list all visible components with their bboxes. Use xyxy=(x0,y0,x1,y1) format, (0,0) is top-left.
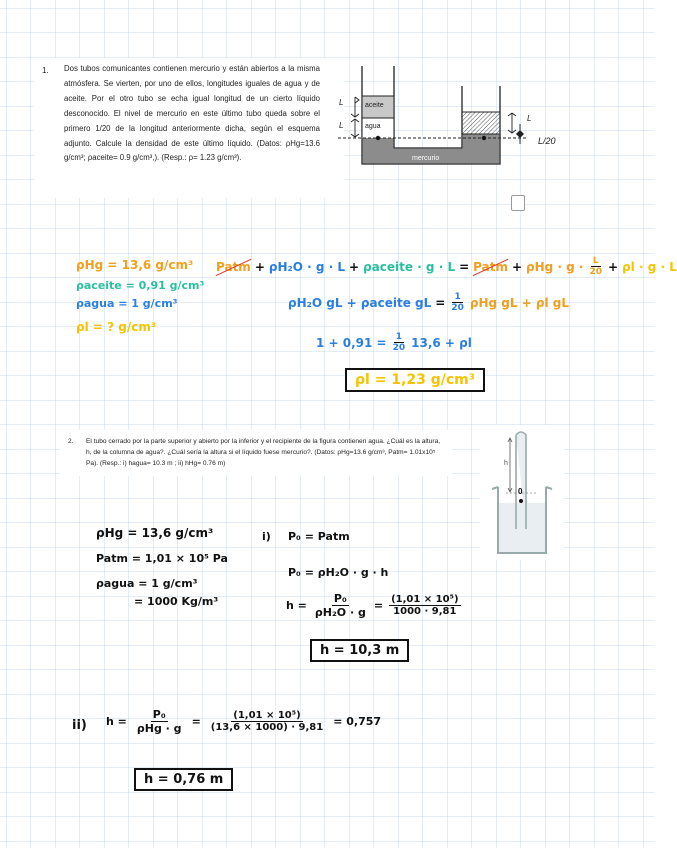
sol2-part-i-label: i) xyxy=(262,530,271,543)
sol2-part-ii-label: ii) xyxy=(72,718,87,733)
sol2-data-hg: ρHg = 13,6 g/cm³ xyxy=(96,526,214,540)
sol2-part-ii-eq: h = $\frac{\text{P₀}}{\text{ρHg · g}}$ = $\frac{\text{(1,01 × 10⁵)}}{(13,6 \times 1000) \cdot 9,81}$ = 0,757 xyxy=(106,708,382,735)
sol1-eq3-left: 1 + 0,91 = xyxy=(316,335,387,350)
problem2-text: El tubo cerrado por la parte superior y abierto por la inferior y el recipiente de la figura contienen agua. ¿Cuál es la altura, h, de la columna de agua?. ¿Cuál sería la altura si el líquido fuese mercurio?. (Datos: ρHg=13.6 g/cm³, Patm= 1.01x10⁵ Pa). (Resp.: i) hagua= 10.3 m ; ii) hHg= 0.76 m) xyxy=(86,438,441,467)
sol1-eq2-frac-den: 20 xyxy=(451,303,464,313)
sol2-part-i-h: h = xyxy=(286,599,307,612)
sol1-eq3-frac-num: 1 xyxy=(395,332,402,342)
sol1-eq1-h2o: ρH₂O · g · L xyxy=(268,259,346,274)
problem2-number: 2. xyxy=(68,438,74,445)
sol2-part-i-frac1-den: ρH₂O · g xyxy=(314,606,366,619)
sol1-eq1: Patm + ρH₂O · g · L + ρaceite · g · L = Patm + ρHg · g · $\frac{L}{20}$ + ρl · g · L xyxy=(216,256,677,277)
sol1-data-hg: ρHg = 13,6 g/cm³ xyxy=(76,258,194,272)
sol2-part-ii-frac2-den: (13,6 × 1000) · 9,81 xyxy=(210,722,324,733)
sol2-data-agua2: = 1000 Kg/m³ xyxy=(134,595,219,608)
figure1-label-mercurio: mercurio xyxy=(412,155,440,162)
sol1-eq2-frac-num: 1 xyxy=(454,292,461,302)
sol2-part-ii-frac1-den: ρHg · g xyxy=(136,722,182,735)
figure2-label-h: h xyxy=(504,460,508,467)
sol1-eq2: ρH₂O gL + ρaceite gL = $\frac{1}{20}$ ρHg gL + ρl gL xyxy=(288,292,570,313)
sol1-eq2-left: ρH₂O gL + ρaceite gL xyxy=(288,295,432,310)
sol2-part-ii-result: h = 0,76 m xyxy=(134,768,233,791)
sol2-data-agua: ρagua = 1 g/cm³ xyxy=(96,577,198,590)
sol1-eq1-frac-num: L xyxy=(592,256,599,266)
sol2-part-i-frac2-den: 1000 · 9,81 xyxy=(393,606,457,617)
figure1-label-L-top: L xyxy=(339,98,344,107)
sol1-eq1-l: ρl · g · L xyxy=(622,259,677,274)
communicating-tubes-figure xyxy=(330,62,570,172)
sol1-eq1-patm-left: Patm xyxy=(216,259,251,274)
sol1-eq3 xyxy=(316,332,472,353)
cursor-mark xyxy=(511,195,525,211)
sol1-eq2-right: ρHg gL + ρl gL xyxy=(469,295,570,310)
sol2-part-ii-frac2-num: (1,01 × 10⁵) xyxy=(233,710,301,721)
sol1-result-box: ρl = 1,23 g/cm³ xyxy=(345,368,485,392)
sol2-part-i-frac2-num: (1,01 × 10⁵) xyxy=(391,594,459,605)
sol1-eq1-hg: ρHg · g · xyxy=(526,259,584,274)
sol2-part-ii-h: h = xyxy=(106,715,127,728)
problem1-number: 1. xyxy=(42,66,49,75)
sol1-data-aceite: ρaceite = 0,91 g/cm³ xyxy=(76,279,205,292)
sol2-data-patm: Patm = 1,01 × 10⁵ Pa xyxy=(96,552,228,565)
sol1-eq1-frac-den: 20 xyxy=(589,267,603,277)
sol1-eq3-frac-den: 20 xyxy=(392,343,406,353)
sol2-part-i-h-eq: h = $\frac{\text{P₀}}{\text{ρH₂O · g}}$ = $\frac{\text{(1,01 × 10⁵)}}{1000 \cdot 9,81}$ xyxy=(286,592,459,619)
figure2-label-0: 0 xyxy=(518,487,523,496)
sol2-part-i-eq1: P₀ = Patm xyxy=(288,530,350,543)
sol2-part-i-frac1-num: P₀ xyxy=(333,592,347,605)
sol1-data-agua: ρagua = 1 g/cm³ xyxy=(76,297,178,310)
figure1-label-aceite: aceite xyxy=(365,102,384,109)
figure1-label-L-right: L xyxy=(527,114,532,123)
sol1-eq1-aceite: ρaceite · g · L xyxy=(363,259,456,274)
sol2-part-i-result: h = 10,3 m xyxy=(310,639,409,662)
figure1-label-agua: agua xyxy=(365,123,381,130)
problem1-text: Dos tubos comunicantes contienen mercurio y están abiertos a la misma atmósfera. Se vierten, por uno de ellos, longitudes iguales de agua y de aceite. Por el otro tubo se echa igual longitud de un cierto líquido desconocido. El nivel de mercurio en este último tubo queda sobre el primero 1/20 de la longitud anteriormente dicha, según el esquema adjunto. Calcule la densidad de este último líquido. (Datos: ρHg=13.6 g/cm³; ρaceite= 0.9 g/cm³,). (Resp.: ρ= 1.23 g/cm³). xyxy=(64,64,320,163)
sol2-part-i-eq2: P₀ = ρH₂O · g · h xyxy=(288,566,389,579)
sol1-data-l: ρl = ? g/cm³ xyxy=(76,320,157,334)
sol2-part-ii-frac1-num: P₀ xyxy=(152,708,166,721)
sol2-part-ii-value: = 0,757 xyxy=(333,715,382,728)
sol1-eq1-patm-right: Patm xyxy=(473,259,508,274)
figure1-label-L20: L/20 xyxy=(538,136,556,146)
figure1-label-L-mid: L xyxy=(339,121,344,130)
sol1-eq3-right: 13,6 + ρl xyxy=(411,335,472,350)
